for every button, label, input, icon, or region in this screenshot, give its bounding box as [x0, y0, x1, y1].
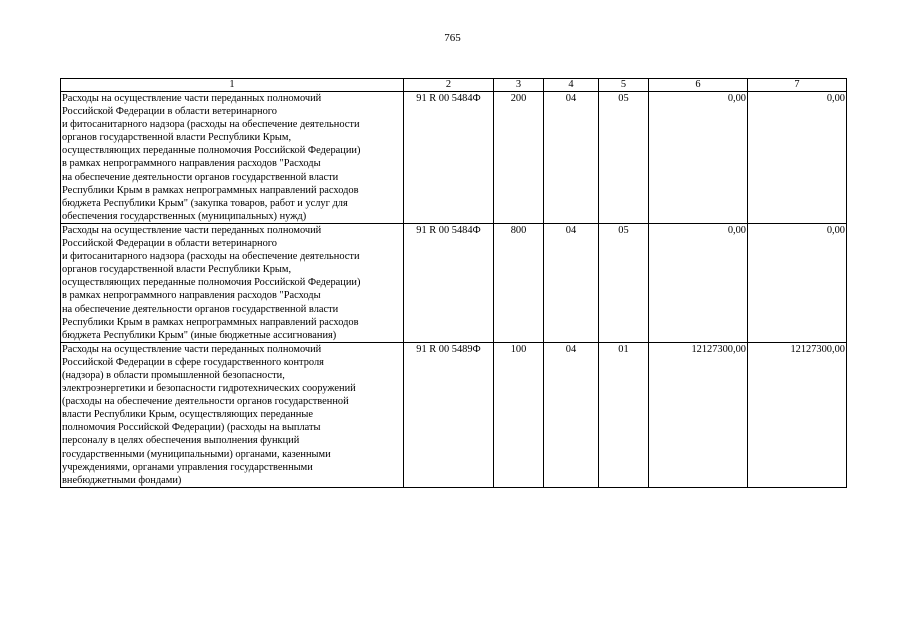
page-number: 765	[444, 32, 461, 44]
row-col4: 04	[544, 342, 599, 487]
row-description: Расходы на осуществление части переданных полномочий Российской Федерации в области ветеринарного и фитосанитарного надзора (расходы на обеспечение деятельности органов государственной власти Республики Крым, осуществляющих переданные полномочия Российской Федерации) в рамках непрограммного направления расходов "Расходы на обеспечение деятельности органов государственной власти Республики Крым в рамках непрограммных направлений расходов бюджета Республики Крым" (закупка товаров, работ и услуг для обеспечения государственных (муниципальных) нужд)	[61, 92, 404, 224]
row-col5: 05	[599, 92, 649, 224]
header-row	[61, 79, 847, 92]
row-code: 91 R 00 5484Ф	[404, 92, 494, 224]
row-col3: 200	[494, 92, 544, 224]
row-col6: 0,00	[649, 223, 748, 342]
row-code: 91 R 00 5484Ф	[404, 223, 494, 342]
table-row	[61, 92, 847, 224]
row-col4: 04	[544, 92, 599, 224]
header-col-3: 3	[494, 79, 544, 92]
row-col5: 05	[599, 223, 649, 342]
row-col3: 800	[494, 223, 544, 342]
header-col-7: 7	[748, 79, 847, 92]
header-col-4: 4	[544, 79, 599, 92]
header-col-1: 1	[61, 79, 404, 92]
table-row	[61, 342, 847, 487]
row-col4: 04	[544, 223, 599, 342]
header-col-5: 5	[599, 79, 649, 92]
row-col7: 0,00	[748, 223, 847, 342]
row-col7: 12127300,00	[748, 342, 847, 487]
row-description: Расходы на осуществление части переданных полномочий Российской Федерации в области ветеринарного и фитосанитарного надзора (расходы на обеспечение деятельности органов государственной власти Республики Крым, осуществляющих переданные полномочия Российской Федерации) в рамках непрограммного направления расходов "Расходы на обеспечение деятельности органов государственной власти Республики Крым в рамках непрограммных направлений расходов бюджета Республики Крым" (иные бюджетные ассигнования)	[61, 223, 404, 342]
row-code: 91 R 00 5489Ф	[404, 342, 494, 487]
row-col6: 12127300,00	[649, 342, 748, 487]
row-col6: 0,00	[649, 92, 748, 224]
header-col-2: 2	[404, 79, 494, 92]
budget-table	[60, 78, 847, 488]
row-description: Расходы на осуществление части переданных полномочий Российской Федерации в сфере государственного контроля (надзора) в области промышленной безопасности, электроэнергетики и безопасности гидротехнических сооружений (расходы на обеспечение деятельности органов государственной власти Республики Крым, осуществляющих переданные полномочия Российской Федерации) (расходы на выплаты персоналу в целях обеспечения выполнения функций государственными (муниципальными) органами, казенными учреждениями, органами управления государственными внебюджетными фондами)	[61, 342, 404, 487]
header-col-6: 6	[649, 79, 748, 92]
row-col5: 01	[599, 342, 649, 487]
table-row	[61, 223, 847, 342]
row-col7: 0,00	[748, 92, 847, 224]
row-col3: 100	[494, 342, 544, 487]
